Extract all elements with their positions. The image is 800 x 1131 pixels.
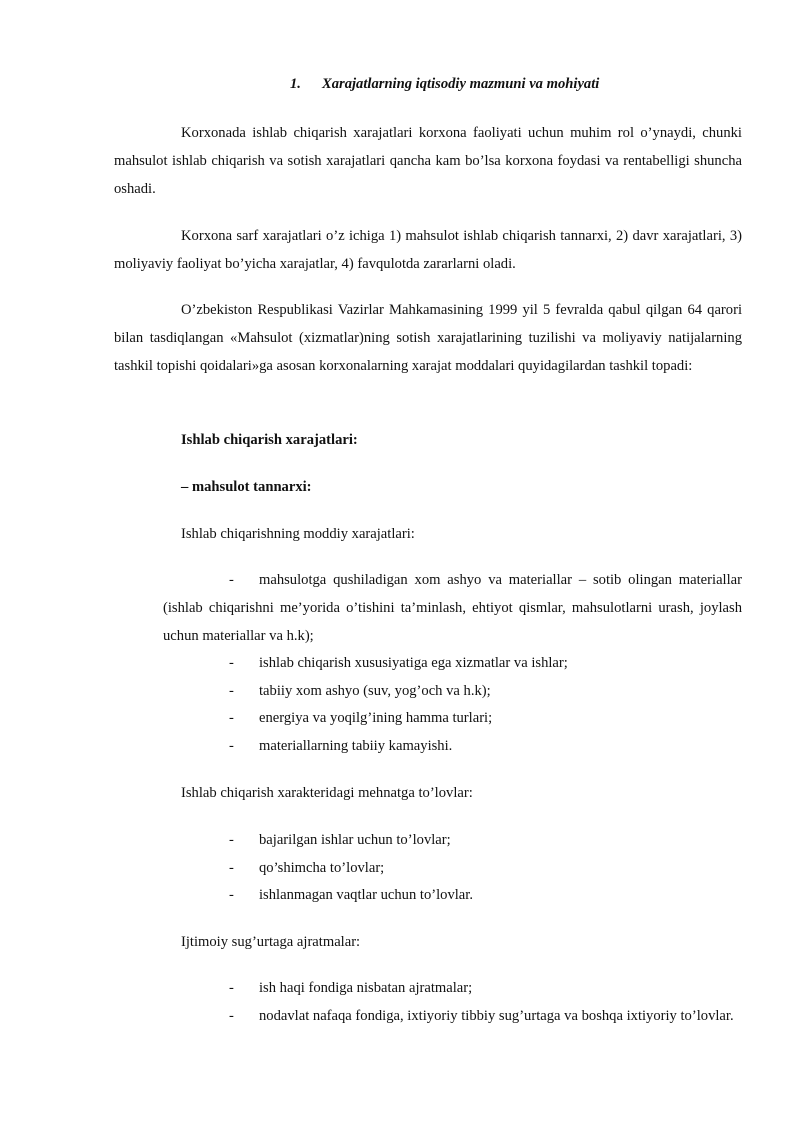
list-title: Ijtimoiy sug’urtaga ajratmalar:: [181, 934, 361, 950]
paragraph: Korxona sarf xarajatlari o’z ichiga 1) mahsulot ishlab chiqarish tannarxi, 2) davr xarajatlari, 3) moliyaviy faoliyat bo’yicha xarajatlar, 4) favqulotda zararlarni oladi.: [114, 228, 742, 272]
bullet-dash: -: [229, 832, 234, 848]
list-item: [163, 649, 742, 677]
list-item-text: energiya va yoqilg’ining hamma turlari;: [259, 710, 493, 726]
list-item: [163, 566, 742, 650]
subheading: – mahsulot tannarxi:: [181, 479, 312, 495]
list-item: [163, 854, 742, 882]
list-item-text: bajarilgan ishlar uchun to’lovlar;: [259, 832, 451, 848]
list-item-text: ishlab chiqarish xususiyatiga ega xizmatlar va ishlar;: [259, 655, 568, 671]
paragraph: Korxonada ishlab chiqarish xarajatlari korxona faoliyati uchun muhim rol o’ynaydi, chunki mahsulot ishlab chiqarish va sotish xarajatlari qancha kam bo’lsa korxona foydasi va rentabelligi shuncha oshadi.: [114, 125, 742, 197]
paragraph: O’zbekiston Respublikasi Vazirlar Mahkamasining 1999 yil 5 fevralda qabul qilgan 64 qarori bilan tasdiqlangan «Mahsulot (xizmatlar)ning sotish xarajatlarining tuzilishi va moliyaviy natijalarning tashkil topishi qoidalari»ga asosan korxonalarning xarajat moddalari quyidagilardan tashkil topadi:: [114, 302, 742, 374]
bullet-dash: -: [229, 887, 234, 903]
list-item: [163, 881, 742, 909]
subheading: Ishlab chiqarish xarajatlari:: [181, 432, 358, 448]
bullet-dash: -: [229, 980, 234, 996]
list-item-text: qo’shimcha to’lovlar;: [259, 860, 385, 876]
section-heading: [290, 76, 599, 93]
list-item-text: nodavlat nafaqa fondiga, ixtiyoriy tibbiy sug’urtaga va boshqa ixtiyoriy to’lovlar.: [259, 1008, 734, 1024]
heading-title: Xarajatlarning iqtisodiy mazmuni va mohiyati: [322, 76, 600, 92]
list-item: [163, 974, 742, 1002]
bullet-dash: -: [229, 710, 234, 726]
list-item-text: ish haqi fondiga nisbatan ajratmalar;: [259, 980, 473, 996]
bullet-dash: -: [229, 655, 234, 671]
list-title: Ishlab chiqarish xarakteridagi mehnatga to’lovlar:: [181, 785, 473, 801]
list-item: [163, 677, 742, 705]
bullet-dash: -: [229, 738, 234, 754]
list-item: [163, 704, 742, 732]
bullet-dash: -: [229, 1008, 234, 1024]
list-item-text: materiallarning tabiiy kamayishi.: [259, 738, 453, 754]
list-item-text: tabiiy xom ashyo (suv, yog’och va h.k);: [259, 683, 491, 699]
list-item-text: ishlanmagan vaqtlar uchun to’lovlar.: [259, 887, 473, 903]
list-item-text: mahsulotga qushiladigan xom ashyo va materiallar – sotib olingan materiallar (ishlab chiqarishni me’yorida o’tishini ta’minlash, ehtiyot qismlar, mahsulotlarni urash, joylash uchun materiallar va h.k);: [163, 572, 742, 644]
list-item: [163, 732, 742, 760]
heading-number: 1.: [290, 76, 301, 92]
list-item: [163, 826, 742, 854]
bullet-dash: -: [229, 683, 234, 699]
list-title: Ishlab chiqarishning moddiy xarajatlari:: [181, 526, 415, 542]
bullet-dash: -: [229, 860, 234, 876]
list-item: [163, 1002, 742, 1030]
bullet-dash: -: [229, 572, 234, 588]
